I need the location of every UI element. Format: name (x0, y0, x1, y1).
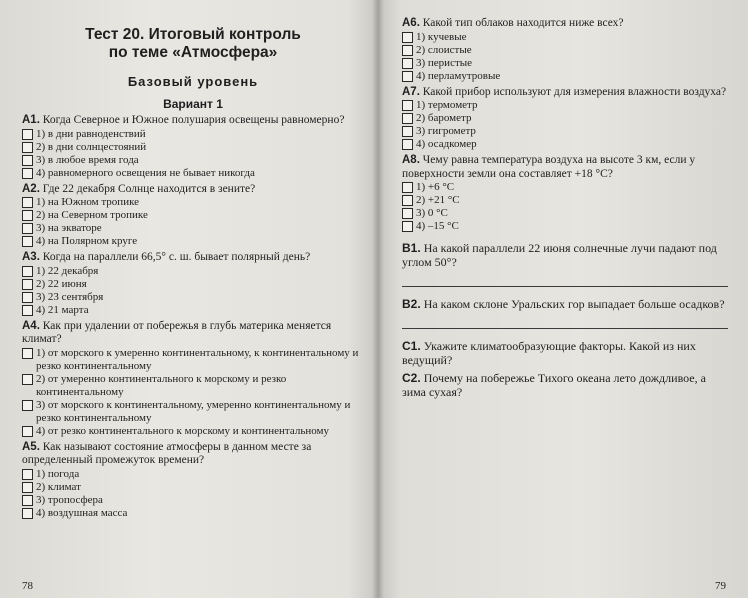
question-number: А1. (22, 114, 40, 126)
answer-checkbox[interactable] (22, 223, 33, 234)
answer-checkbox[interactable] (22, 210, 33, 221)
answer-option-label: 3) в любое время года (36, 153, 139, 166)
page-number-left: 78 (22, 580, 33, 592)
answer-option[interactable] (22, 425, 364, 438)
question-text (22, 320, 364, 347)
answer-option-label: 4) –15 °С (416, 220, 459, 232)
answer-option-label: 2) климат (36, 480, 81, 493)
answer-option[interactable] (402, 125, 728, 138)
answer-option-label: 3) от морского к континентальному, умеренно континентальному и резко континентальному (36, 398, 351, 424)
answer-option-label: 4) перламутровые (416, 69, 501, 82)
question-block (22, 320, 364, 438)
answer-option[interactable] (22, 291, 364, 304)
question-block (22, 183, 364, 249)
question-body: Как называют состояние атмосферы в данном месте за определенный промежуток времени? (22, 440, 312, 466)
answer-option[interactable] (22, 128, 364, 141)
answer-option-label: 4) от резко континентального к морскому и континентальному (36, 424, 329, 437)
answer-options (22, 468, 364, 520)
answer-checkbox[interactable] (22, 236, 33, 247)
answer-option[interactable] (402, 194, 728, 207)
question-body: Когда Северное и Южное полушария освещены равномерно? (42, 114, 345, 126)
question-text (22, 251, 364, 265)
question-body: На какой параллели 22 июня солнечные лучи падают под углом 50°? (402, 241, 717, 269)
answer-option[interactable] (22, 141, 364, 154)
answer-option-label: 1) кучевые (416, 30, 467, 43)
question-body: Где 22 декабря Солнце находится в зените? (42, 182, 256, 195)
answer-option-label: 2) 22 июня (36, 277, 87, 290)
answer-checkbox[interactable] (22, 426, 33, 437)
answer-option[interactable] (22, 222, 364, 235)
open-question-block (402, 297, 728, 329)
title-line-1: Тест 20. Итоговый контроль (85, 26, 301, 43)
answer-option-label: 2) на Северном тропике (36, 209, 148, 221)
question-text (402, 86, 728, 100)
answer-option-label: 3) на экваторе (36, 222, 102, 234)
answer-checkbox[interactable] (22, 155, 33, 166)
answer-option[interactable] (22, 167, 364, 180)
question-number: А4. (22, 319, 40, 332)
answer-option[interactable] (22, 154, 364, 167)
answer-checkbox[interactable] (22, 279, 33, 290)
answer-option-label: 2) от умеренно континентального к морскому и резко континентальному (36, 372, 287, 398)
question-body: Почему на побережье Тихого океана лето дождливое, а зима сухая? (402, 371, 706, 399)
answer-option[interactable] (402, 112, 728, 125)
answer-checkbox[interactable] (22, 495, 33, 506)
answer-option-label: 4) воздушная масса (36, 506, 128, 519)
question-number: В2. (402, 297, 421, 311)
open-question-text (402, 371, 728, 399)
answer-option[interactable] (22, 278, 364, 291)
question-text (22, 114, 364, 128)
answer-checkbox[interactable] (22, 348, 33, 359)
open-question-list (402, 241, 728, 399)
question-body: Какой прибор используют для измерения влажности воздуха? (422, 85, 727, 98)
book-gutter (372, 0, 384, 598)
answer-option[interactable] (402, 44, 728, 57)
test-title (22, 26, 364, 62)
answer-option[interactable] (402, 70, 728, 83)
answer-checkbox[interactable] (402, 71, 413, 82)
answer-option[interactable] (402, 31, 728, 44)
question-number: А7. (402, 85, 420, 98)
answer-option-label: 2) барометр (416, 112, 472, 124)
answer-option[interactable] (22, 373, 364, 399)
answer-options (402, 99, 728, 151)
question-block (402, 86, 728, 152)
open-question-block (402, 371, 728, 399)
question-block (22, 114, 364, 180)
question-number: А5. (22, 440, 40, 453)
left-question-list (22, 114, 364, 520)
answer-option[interactable] (22, 481, 364, 494)
open-question-block (402, 241, 728, 287)
answer-checkbox[interactable] (402, 100, 413, 111)
question-number: А8. (402, 154, 420, 166)
answer-checkbox[interactable] (402, 208, 413, 219)
answer-checkbox[interactable] (402, 32, 413, 43)
answer-checkbox[interactable] (22, 129, 33, 140)
answer-checkbox[interactable] (22, 168, 33, 179)
answer-option-label: 1) от морского к умеренно континентальному, к континентальному и резко континентальному (36, 346, 359, 372)
answer-option[interactable] (22, 196, 364, 209)
question-block (22, 441, 364, 520)
answer-options (22, 265, 364, 317)
variant-heading: Вариант 1 (163, 97, 223, 111)
answer-checkbox[interactable] (22, 508, 33, 519)
answer-option-label: 3) перистые (416, 56, 473, 69)
answer-options (402, 181, 728, 233)
answer-checkbox[interactable] (402, 45, 413, 56)
page-number-right: 79 (715, 580, 726, 592)
answer-option-label: 2) слоистые (416, 43, 472, 56)
answer-option[interactable] (22, 347, 364, 373)
answer-option-label: 1) погода (36, 467, 80, 480)
answer-option[interactable] (402, 207, 728, 220)
answer-options (402, 31, 728, 83)
answer-option[interactable] (22, 399, 364, 425)
right-question-list (402, 17, 728, 233)
answer-option-label: 1) 22 декабря (36, 264, 99, 277)
answer-options (22, 347, 364, 438)
answer-checkbox[interactable] (22, 266, 33, 277)
answer-option[interactable] (22, 209, 364, 222)
answer-checkbox[interactable] (402, 221, 413, 232)
answer-checkbox[interactable] (402, 58, 413, 69)
question-number: С2. (402, 371, 421, 385)
answer-option-label: 2) в дни солнцестояний (36, 140, 147, 153)
answer-option-label: 4) 21 марта (36, 303, 89, 316)
answer-option-label: 3) тропосфера (36, 493, 103, 506)
question-body: На каком склоне Уральских гор выпадает больше осадков? (423, 297, 725, 311)
open-question-text (402, 339, 728, 367)
question-body: Когда на параллели 66,5° с. ш. бывает полярный день? (42, 251, 311, 263)
question-number: В1. (402, 241, 421, 255)
answer-checkbox[interactable] (22, 197, 33, 208)
answer-option-label: 3) 23 сентября (36, 290, 104, 303)
answer-checkbox[interactable] (22, 469, 33, 480)
right-page (378, 0, 748, 598)
question-number: С1. (402, 339, 421, 353)
question-text (402, 17, 728, 31)
answer-option[interactable] (22, 494, 364, 507)
answer-checkbox[interactable] (402, 126, 413, 137)
answer-option-label: 3) 0 °С (416, 207, 448, 219)
answer-checkbox[interactable] (402, 139, 413, 150)
answer-option[interactable] (402, 181, 728, 194)
question-number: А2. (22, 182, 40, 195)
question-block (402, 17, 728, 83)
question-number: А3. (22, 251, 40, 263)
answer-option[interactable] (402, 99, 728, 112)
answer-option-label: 4) равномерного освещения не бывает никогда (36, 166, 255, 179)
question-body: Какой тип облаков находится ниже всех? (422, 17, 624, 29)
question-block (22, 251, 364, 317)
answer-checkbox[interactable] (22, 400, 33, 411)
question-body: Чему равна температура воздуха на высоте 3 км, если у поверхности земли она составляет +18 °С? (402, 154, 696, 180)
answer-checkbox[interactable] (22, 142, 33, 153)
answer-checkbox[interactable] (402, 182, 413, 193)
answer-options (22, 196, 364, 248)
answer-option-label: 4) осадкомер (416, 138, 477, 150)
answer-option[interactable] (402, 138, 728, 151)
title-line-2: по теме «Атмосфера» (108, 44, 278, 61)
answer-checkbox[interactable] (22, 305, 33, 316)
answer-checkbox[interactable] (22, 292, 33, 303)
question-body: Укажите климатообразующие факторы. Какой из них ведущий? (402, 339, 696, 367)
question-body: Как при удалении от побережья в глубь материка меняется климат? (22, 319, 332, 345)
answer-line[interactable] (402, 285, 728, 287)
answer-option[interactable] (22, 507, 364, 520)
answer-option-label: 4) на Полярном круге (36, 235, 138, 247)
answer-option-label: 3) гигрометр (416, 125, 476, 137)
answer-checkbox[interactable] (22, 374, 33, 385)
answer-option-label: 1) в дни равноденствий (36, 127, 146, 140)
question-text (402, 154, 728, 181)
answer-option[interactable] (402, 220, 728, 233)
answer-option[interactable] (22, 468, 364, 481)
open-question-block (402, 339, 728, 367)
answer-options (22, 128, 364, 180)
question-text (22, 441, 364, 468)
answer-option[interactable] (22, 235, 364, 248)
level-heading: Базовый уровень (127, 74, 259, 89)
answer-line[interactable] (402, 327, 728, 329)
answer-option[interactable] (22, 265, 364, 278)
answer-option-label: 1) на Южном тропике (36, 196, 140, 208)
open-question-text (402, 297, 728, 311)
answer-option[interactable] (402, 57, 728, 70)
answer-checkbox[interactable] (402, 113, 413, 124)
open-question-text (402, 241, 728, 269)
question-block (402, 154, 728, 233)
answer-option-label: 2) +21 °С (416, 194, 460, 206)
question-number: А6. (402, 17, 420, 29)
answer-checkbox[interactable] (22, 482, 33, 493)
answer-checkbox[interactable] (402, 195, 413, 206)
answer-option[interactable] (22, 304, 364, 317)
answer-option-label: 1) +6 °С (416, 181, 455, 193)
question-text (22, 183, 364, 197)
answer-option-label: 1) термометр (416, 99, 478, 111)
